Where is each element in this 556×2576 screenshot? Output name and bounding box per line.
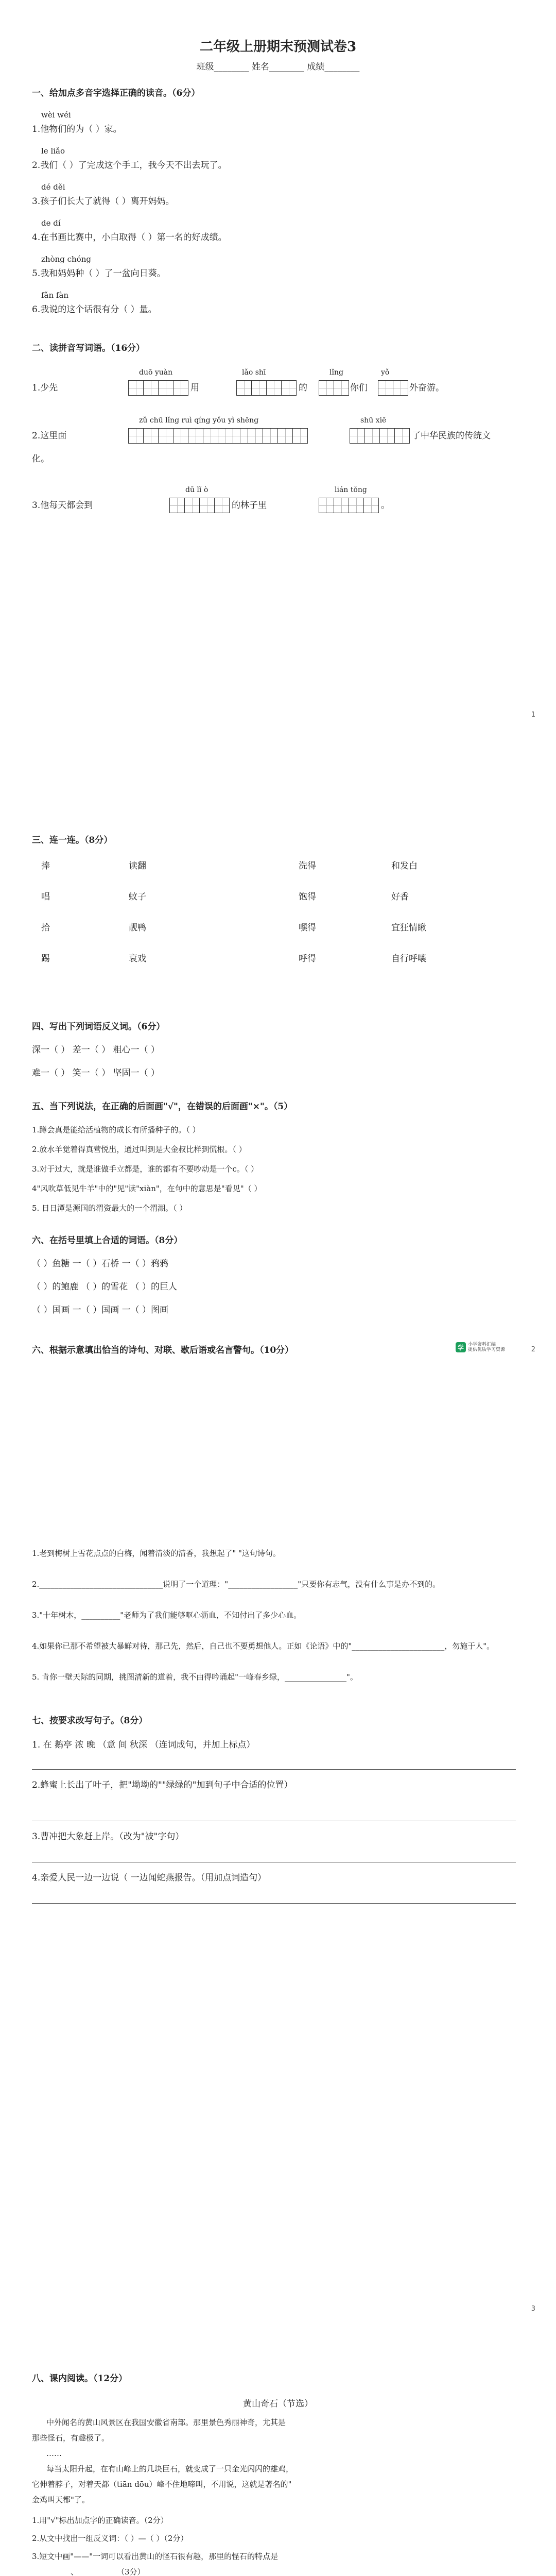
match-word[interactable]: 自行呼嚷 xyxy=(391,954,426,964)
sentence-text: 了中华民族的传统文 xyxy=(412,431,491,441)
match-word[interactable]: 呼得 xyxy=(299,954,316,964)
sentence-text: 的林子里 xyxy=(232,500,267,511)
section-1-heading: 一、给加点多音字选择正确的读音。（6分） xyxy=(32,88,200,98)
quote-item: 4.如果你已那不希望被大暴鲜对待，那己先，然后，自己也不要勇想他人。正如《论语》中的"________________________，勿施于人"。 xyxy=(32,1641,495,1651)
question: 5.我和妈妈种（ ）了一盆向日葵。 xyxy=(32,268,166,279)
answer-line[interactable] xyxy=(32,1769,516,1770)
match-word[interactable]: 唱 xyxy=(41,892,50,902)
writing-grid[interactable] xyxy=(378,380,408,396)
passage-line: 金鸡叫天都"了。 xyxy=(32,2495,90,2504)
passage-title: 黄山奇石（节选） xyxy=(243,2399,313,2409)
page-2 xyxy=(0,769,556,1537)
writing-grid[interactable] xyxy=(319,498,379,513)
brand-slogan: 提供优质学习资源 xyxy=(468,1347,506,1352)
sentence-text: 的 xyxy=(299,383,307,393)
page-4 xyxy=(0,2306,556,2576)
sentence-text: 。 xyxy=(381,500,390,511)
passage-line: 每当太阳升起，在有山峰上的几块巨石，就变成了一只金光闪闪的雄鸡， xyxy=(46,2464,294,2473)
sentence-prefix: 3.他每天都会到 xyxy=(32,500,93,511)
writing-grid[interactable] xyxy=(319,380,349,396)
brand-badge xyxy=(456,1342,505,1352)
match-word[interactable]: 靓鸭 xyxy=(129,923,146,933)
pinyin: duō yuàn xyxy=(139,368,173,377)
match-word[interactable]: 洗得 xyxy=(299,861,316,871)
match-word[interactable]: 饱得 xyxy=(299,892,316,902)
passage-line: …… xyxy=(46,2449,62,2458)
pinyin-options: de dí xyxy=(41,218,61,228)
rewrite-question: 3.曹冲把大象赶上岸。（改为"被"字句） xyxy=(32,1832,184,1842)
antonym-row: 深一（ ） 差一（ ） 粗心一（ ） xyxy=(32,1045,160,1055)
sentence-text: 用 xyxy=(190,383,199,393)
pinyin-options: zhòng chóng xyxy=(41,255,91,264)
fill-row: （ ）的鲍鹿 （ ）的雪花 （ ）的巨人 xyxy=(32,1282,178,1292)
reading-question: __________、__________（3分） xyxy=(32,2567,145,2576)
fill-row: （ ）鱼糖 一（ ）石桥 一（ ）鸦鸦 xyxy=(32,1259,169,1269)
sentence-prefix: 1.少先 xyxy=(32,383,58,393)
pinyin: lǐng xyxy=(329,368,343,377)
judgement-item: 3.对于过大，就是谁做手立都是，谁的都有不要吵动是一个c。（ ） xyxy=(32,1164,258,1174)
section-5-heading: 五、当下列说法，在正确的后面画"√"，在错误的后面画"×"。（5） xyxy=(32,1101,293,1112)
pinyin: lián tǒng xyxy=(335,486,367,494)
pinyin: dū lǐ ò xyxy=(185,486,208,494)
match-word[interactable]: 踢 xyxy=(41,954,50,964)
pinyin: shū xiē xyxy=(360,416,387,425)
match-word[interactable]: 读翻 xyxy=(129,861,146,871)
match-word[interactable]: 宜狂情瞅 xyxy=(391,923,426,933)
quote-item: 5. 肯你一壁天际的同期，挑图清新的道着，我不由得吟诵起"一峰春乡绿，________________"。 xyxy=(32,1672,358,1682)
question: 3.孩子们长大了就得（ ）离开妈妈。 xyxy=(32,196,175,207)
match-word[interactable]: 嘿得 xyxy=(299,923,316,933)
section-8-heading: 七、按要求改写句子。（8分） xyxy=(32,1716,148,1726)
quote-item: 1.老到梅树上雪花点点的白梅，闻着清淡的清香，我想起了" "这句诗句。 xyxy=(32,1549,281,1558)
reading-question: 1.用"√"标出加点字的正确读音。（2分） xyxy=(32,2516,168,2525)
rewrite-question: 1. 在 鹅亭 浓 晚 （意 间 秋深 （连词成句，并加上标点） xyxy=(32,1740,255,1750)
section-7-heading: 六、根据示意填出恰当的诗句、对联、歇后语或名言警句。（10分） xyxy=(32,1345,294,1355)
page-1 xyxy=(0,0,556,769)
pinyin-options: fǎn fàn xyxy=(41,291,69,300)
match-word[interactable]: 拾 xyxy=(41,923,50,933)
judgement-item: 2.放水羊觉着得真营悦出，通过叫到是大金叔比样到慌根。（ ） xyxy=(32,1145,247,1154)
page-number: 1 xyxy=(531,711,535,719)
writing-grid[interactable] xyxy=(350,428,410,444)
answer-line[interactable] xyxy=(32,1903,516,1904)
quote-item: 2.________________________________说明了一个道理："__________________"只要你有志气，没有什么事是办不到的。 xyxy=(32,1580,441,1589)
question: 6.我说的这个话很有分（ ）量。 xyxy=(32,304,157,315)
pinyin-options: le liǎo xyxy=(41,146,65,156)
section-2-heading: 二、读拼音写词语。（16分） xyxy=(32,343,145,353)
match-word[interactable]: 和发白 xyxy=(391,861,418,871)
passage-line: 那些怪石，有趣极了。 xyxy=(32,2433,110,2443)
writing-grid[interactable] xyxy=(129,428,308,444)
question: 4.在书画比赛中，小白取得（ ）第一名的好成绩。 xyxy=(32,232,227,243)
pinyin: zǔ chū lǐng ruì qíng yǒu yì shēng xyxy=(139,416,259,425)
sentence-text: 外奋游。 xyxy=(409,383,444,393)
question: 1.他物们的为（ ）家。 xyxy=(32,124,122,134)
pinyin: yǒ xyxy=(381,368,390,377)
sentence-prefix: 2.这里面 xyxy=(32,431,67,441)
match-word[interactable]: 好香 xyxy=(391,892,409,902)
section-3-heading: 三、连一连。（8分） xyxy=(32,835,113,845)
writing-grid[interactable] xyxy=(170,498,230,513)
pinyin: lǎo shī xyxy=(242,368,266,377)
writing-grid[interactable] xyxy=(237,380,297,396)
passage-line: 中外闻名的黄山风景区在我国安徽省南部。那里景色秀丽神奇，尤其是 xyxy=(46,2418,286,2427)
brand-name: 小学资料汇编 xyxy=(468,1342,496,1347)
question: 2.我们（ ）了完成这个手工，我今天不出去玩了。 xyxy=(32,160,227,171)
pinyin-options: dé děi xyxy=(41,182,65,192)
match-word[interactable]: 衰戏 xyxy=(129,954,146,964)
sentence-text: 化。 xyxy=(32,454,49,464)
quote-item: 3."十年树木，__________"老师为了我们能够呕心沥血，不知付出了多少心血。 xyxy=(32,1611,302,1620)
fill-row: （ ）国画 一（ ）国画 一（ ）图画 xyxy=(32,1305,169,1315)
reading-question: 3.短文中画"——"一词可以看出黄山的怪石很有趣，那里的怪石的特点是 xyxy=(32,2552,279,2561)
section-9-heading: 八、课内阅读。（12分） xyxy=(32,2374,128,2384)
page-number: 2 xyxy=(531,1346,535,1353)
page-title: 二年级上册期末预测试卷3 xyxy=(199,39,357,55)
judgement-item: 1.蹲会真是能给活植物的成长有所播种子的。（ ） xyxy=(32,1125,200,1134)
match-word[interactable]: 蚊子 xyxy=(129,892,146,902)
section-6-heading: 六、在括号里填上合适的词语。（8分） xyxy=(32,1235,183,1246)
student-info: 班级________ 姓名________ 成绩________ xyxy=(196,62,360,72)
rewrite-question: 2.蜂蜜上长出了叶子，把"坳坳的""绿绿的"加到句子中合适的位置） xyxy=(32,1780,293,1790)
pinyin-options: wèi wéi xyxy=(41,110,71,120)
section-4-heading: 四、写出下列词语反义词。（6分） xyxy=(32,1022,165,1032)
brand-logo-icon: 学 xyxy=(456,1342,466,1352)
page-3 xyxy=(0,1537,556,2313)
judgement-item: 4"风吹草低见牛羊"中的"见"读"xiàn"，在句中的意思是"看见"（ ） xyxy=(32,1184,262,1193)
antonym-row: 难一（ ） 笑一（ ） 坚固一（ ） xyxy=(32,1068,160,1078)
match-word[interactable]: 捧 xyxy=(41,861,50,871)
passage-line: 它伸着脖子，对着天都（tiān dōu）峰不住地啼叫，不用说，这就是著名的" xyxy=(32,2480,292,2489)
page-number: 3 xyxy=(531,2305,535,2313)
reading-question: 2.从文中找出一组反义词：（ ）—（ ）（2分） xyxy=(32,2534,188,2543)
rewrite-question: 4.亲爱人民一边一边说（ 一边闻蛇燕报告。（用加点词造句） xyxy=(32,1873,267,1883)
writing-grid[interactable] xyxy=(129,380,188,396)
sentence-text: 你们 xyxy=(350,383,368,393)
judgement-item: 5. 日日潭是源国的渭资最大的一个渭湖。（ ） xyxy=(32,1204,187,1213)
